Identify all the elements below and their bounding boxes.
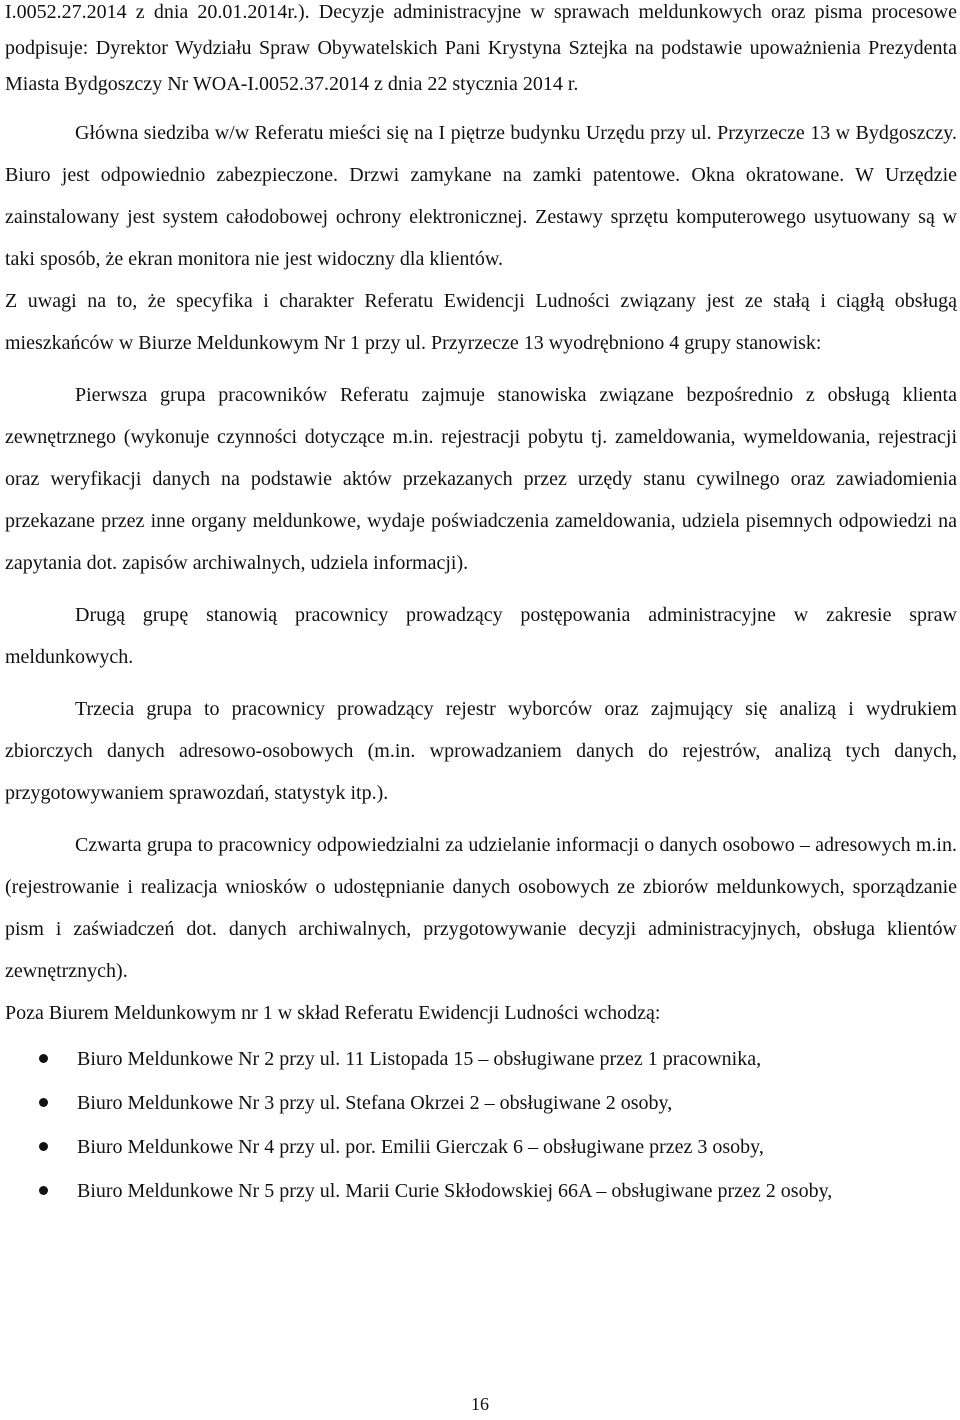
paragraph-signing-authority: I.0052.27.2014 z dnia 20.01.2014r.). Decyzje administracyjne w sprawach meldunkowych oraz pisma procesowe podpisuje: Dyrektor Wydziału Spraw Obywatelskich Pani Krystyna Sztejka na podstawie upoważnienia Prezydenta Miasta Bydgoszczy Nr WOA-I.0052.37.2014 z dnia 22 stycznia 2014 r. (5, 1, 957, 95)
bullet-icon (39, 1186, 48, 1195)
bullet-icon (39, 1142, 48, 1151)
paragraph-office-location: Główna siedziba w/w Referatu mieści się na I piętrze budynku Urzędu przy ul. Przyrzecze 13 w Bydgoszczy. Biuro jest odpowiednio zabezpieczone. Drzwi zamykane na zamki patentowe. Okna okratowane. W Urzędzie zainstalowany jest system całodobowej ochrony elektronicznej. Zestawy sprzętu komputerowego usytuowany są w taki sposób, że ekran monitora nie jest widoczny dla klientów. (5, 122, 957, 270)
bullet-icon (39, 1098, 48, 1107)
paragraph-group-third: Trzecia grupa to pracownicy prowadzący rejestr wyborców oraz zajmujący się analizą i wydrukiem zbiorczych danych adresowo-osobowych (m.in. wprowadzaniem danych do rejestrów, analizą tych danych, przygotowywaniem sprawozdań, statystyk itp.). (5, 698, 957, 804)
page-number: 16 (471, 1394, 489, 1414)
paragraph-group-fourth: Czwarta grupa to pracownicy odpowiedzialni za udzielanie informacji o danych osobowo – adresowych m.in. (rejestrowanie i realizacja wniosków o udostępnianie danych osobowych ze zbiorów meldunkowych, sporządzanie pism i zaświadczeń dot. danych archiwalnych, przygotowywanie decyzji administracyjnych, obsługa klientów zewnętrznych). (5, 834, 957, 982)
paragraph-other-offices-intro: Poza Biurem Meldunkowym nr 1 w skład Referatu Ewidencji Ludności wchodzą: (5, 1002, 661, 1024)
document-body (5, 0, 957, 1214)
list-item: Biuro Meldunkowe Nr 2 przy ul. 11 Listopada 15 – obsługiwane przez 1 pracownika, (5, 1038, 957, 1080)
bullet-icon (39, 1054, 48, 1063)
list-item: Biuro Meldunkowe Nr 5 przy ul. Marii Curie Skłodowskiej 66A – obsługiwane przez 2 osoby, (5, 1170, 957, 1212)
office-list (5, 1038, 957, 1212)
list-item: Biuro Meldunkowe Nr 3 przy ul. Stefana Okrzei 2 – obsługiwane 2 osoby, (5, 1082, 957, 1124)
paragraph-group-second: Drugą grupę stanowią pracownicy prowadzący postępowania administracyjne w zakresie spraw meldunkowych. (5, 604, 957, 668)
paragraph-group-first: Pierwsza grupa pracowników Referatu zajmuje stanowiska związane bezpośrednio z obsługą klienta zewnętrznego (wykonuje czynności dotyczące m.in. rejestracji pobytu tj. zameldowania, wymeldowania, rejestracji oraz weryfikacji danych na podstawie aktów przekazanych przez urzędy stanu cywilnego oraz zawiadomienia przekazane przez inne organy meldunkowe, wydaje poświadczenia zameldowania, udziela pisemnych odpowiedzi na zapytania dot. zapisów archiwalnych, udziela informacji). (5, 384, 957, 574)
paragraph-workstation-groups: Z uwagi na to, że specyfika i charakter Referatu Ewidencji Ludności związany jest ze stałą i ciągłą obsługą mieszkańców w Biurze Meldunkowym Nr 1 przy ul. Przyrzecze 13 wyodrębniono 4 grupy stanowisk: (5, 290, 957, 354)
list-item: Biuro Meldunkowe Nr 4 przy ul. por. Emilii Gierczak 6 – obsługiwane przez 3 osoby, (5, 1126, 957, 1168)
